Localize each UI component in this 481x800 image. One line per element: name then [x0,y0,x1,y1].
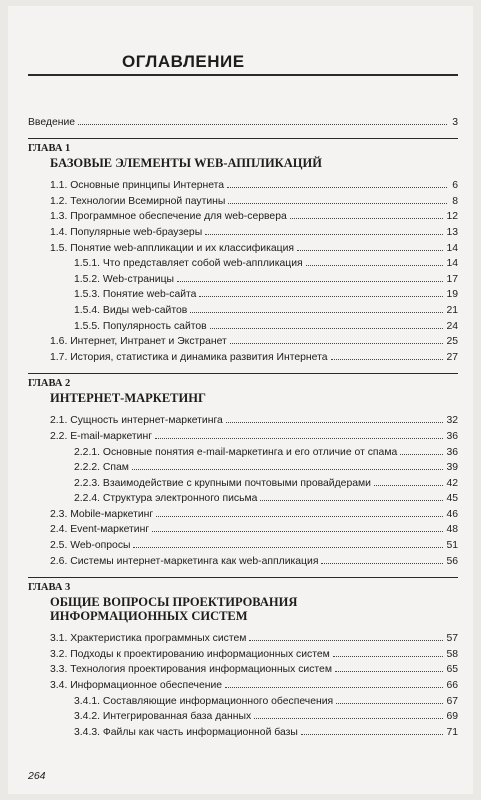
toc-entry[interactable] [28,504,458,520]
toc-entry-title: 1.5. Понятие web-аппликации и их классификация [50,242,295,254]
chapter-label: ГЛАВА 1 [28,142,71,154]
chapter-title [28,595,458,623]
toc-entry-page: 48 [446,524,458,536]
toc-entry[interactable] [28,442,458,458]
toc-entry-page: 21 [446,304,458,316]
toc-entry-page: 65 [446,664,458,676]
toc-entry-title: 2.2.3. Взаимодействие с крупными почтовыми провайдерами [74,477,371,489]
toc-entry-title: 1.5.4. Виды web-сайтов [74,304,188,316]
toc-entry[interactable] [28,285,458,301]
chapter-section [28,577,458,738]
chapter-label: ГЛАВА 3 [28,581,71,593]
dot-leader [210,328,444,329]
toc-entry-title: 2.5. Web-опросы [50,540,131,552]
dot-leader [132,469,444,470]
toc-entry-title: 1.1. Основные принципы Интернета [50,180,225,192]
chapter-section [28,373,458,567]
toc-entry-page: 25 [446,336,458,348]
toc-entry[interactable] [28,458,458,474]
toc-entry-page: 69 [446,711,458,723]
toc-entry-title: 1.5.2. Web-страницы [74,273,174,285]
toc-entry-page: 14 [446,258,458,270]
toc-entry-page: 8 [452,195,458,207]
dot-leader [321,563,443,564]
toc-entry-title: 1.2. Технологии Всемирной паутины [50,195,226,207]
dot-leader [331,359,444,360]
toc-entry-page: 45 [446,493,458,505]
toc-entry-page: 67 [446,695,458,707]
toc-entry-page: 12 [446,211,458,223]
toc-entry[interactable] [28,722,458,738]
dot-leader [190,312,443,313]
toc-entry-page: 51 [446,540,458,552]
toc-entry-title: 2.2.4. Структура электронного письма [74,493,258,505]
toc-entry-title: 3.2. Подходы к проектированию информационных систем [50,648,330,660]
toc-entry-title: Введение [28,116,76,128]
dot-leader [226,422,444,423]
toc-entry-page: 39 [446,462,458,474]
toc-entry-title: 3.4.1. Составляющие информационного обеспечения [74,695,334,707]
toc-entry[interactable] [28,629,458,645]
toc-entry[interactable] [28,222,458,238]
toc-entry[interactable] [28,316,458,332]
chapter-title-line: ОБЩИЕ ВОПРОСЫ ПРОЕКТИРОВАНИЯ [50,594,298,609]
toc-entry-page: 6 [452,180,458,192]
toc-entry-title: 2.2.2. Спам [74,462,129,474]
dot-leader [297,250,443,251]
page-number: 264 [28,770,46,782]
toc-entry[interactable] [28,426,458,442]
chapter-title-line: ИНФОРМАЦИОННЫХ СИСТЕМ [50,608,248,623]
toc-entry[interactable] [28,300,458,316]
toc-entry[interactable] [28,207,458,223]
dot-leader [335,671,443,672]
dot-leader [225,687,443,688]
dot-leader [374,485,443,486]
chapters-list [28,138,458,738]
toc-entry-title: 2.4. Event-маркетинг [50,524,150,536]
toc-entry-page: 57 [446,633,458,645]
toc-entry-title: 3.4.2. Интегрированная база данных [74,711,252,723]
chapter-label: ГЛАВА 2 [28,377,71,389]
toc-entry-title: 3.3. Технология проектирования информационных систем [50,664,332,676]
dot-leader [156,516,443,517]
toc-entry[interactable] [28,551,458,567]
toc-entry[interactable] [28,520,458,536]
chapter-title [28,156,458,170]
toc-entry-title: 3.4. Информационное обеспечение [50,680,223,692]
toc-entry[interactable] [28,332,458,348]
toc-entry-title: 1.3. Программное обеспечение для web-сервера [50,211,287,223]
chapter-title-line: ИНТЕРНЕТ-МАРКЕТИНГ [50,390,206,405]
dot-leader [133,547,443,548]
toc-entry-title: 2.2.1. Основные понятия e-mail-маркетинга и его отличие от спама [74,446,398,458]
toc-entry-page: 13 [446,226,458,238]
toc-entry[interactable] [28,691,458,707]
toc-entry-title: 3.4.3. Файлы как часть информационной базы [74,726,298,738]
dot-leader [205,234,443,235]
toc-entry-page: 46 [446,508,458,520]
dot-leader [230,343,444,344]
toc-entry-page: 36 [446,430,458,442]
toc-entry[interactable] [28,473,458,489]
toc-entry[interactable] [28,176,458,192]
toc-entry-title: 1.6. Интернет, Интранет и Экстранет [50,336,227,348]
toc-entry[interactable] [28,238,458,254]
chapter-section [28,138,458,363]
toc-entry[interactable] [28,675,458,691]
toc-entry[interactable] [28,254,458,270]
chapter-title-line: БАЗОВЫЕ ЭЛЕМЕНТЫ WEB-АППЛИКАЦИЙ [50,155,322,170]
toc-entry-page: 42 [446,477,458,489]
toc-entry-title: 1.5.5. Популярность сайтов [74,320,207,332]
toc-entry-page: 17 [446,273,458,285]
toc-entry-title: 1.5.1. Что представляет собой web-аппликация [74,258,303,270]
toc-entry-title: 2.1. Сущность интернет-маркетинга [50,415,223,427]
dot-leader [260,500,443,501]
chapter-title [28,391,458,405]
dot-leader [249,640,443,641]
toc-entry-page: 27 [446,351,458,363]
table-of-contents [28,112,458,738]
toc-entry[interactable] [28,535,458,551]
toc-entry-title: 1.7. История, статистика и динамика развития Интернета [50,351,328,363]
toc-entry[interactable] [28,191,458,207]
toc-entry-title: 2.2. E-mail-маркетинг [50,430,153,442]
toc-entry[interactable] [28,644,458,660]
toc-entry[interactable] [28,660,458,676]
dot-leader [301,734,444,735]
toc-entry[interactable] [28,269,458,285]
heading-rule [28,74,458,76]
toc-entry-page: 58 [446,648,458,660]
toc-entry-title: 1.5.3. Понятие web-сайта [74,289,197,301]
dot-leader [78,124,447,125]
toc-entry-title: 2.3. Mobile-маркетинг [50,508,154,520]
dot-leader [290,218,444,219]
toc-entry-page: 71 [446,726,458,738]
toc-entry-page: 36 [446,446,458,458]
dot-leader [336,703,443,704]
dot-leader [333,656,444,657]
toc-entry[interactable] [28,411,458,427]
toc-entry-title: 2.6. Системы интернет-маркетинга как web-аппликация [50,555,319,567]
toc-entry-page: 14 [446,242,458,254]
toc-entry[interactable] [28,347,458,363]
dot-leader [199,296,443,297]
dot-leader [177,281,443,282]
toc-entry-page: 32 [446,415,458,427]
dot-leader [227,187,447,188]
dot-leader [400,454,443,455]
toc-entry-page: 56 [446,555,458,567]
toc-entry-intro[interactable] [28,112,458,128]
toc-entry-page: 19 [446,289,458,301]
toc-entry-page: 66 [446,680,458,692]
toc-entry-title: 1.4. Популярные web-браузеры [50,226,203,238]
toc-entry-page: 24 [446,320,458,332]
toc-entry[interactable] [28,707,458,723]
toc-heading: ОГЛАВЛЕНИЕ [122,52,245,71]
toc-entry-title: 3.1. Храктеристика программных систем [50,633,247,645]
dot-leader [152,531,443,532]
toc-heading-block [28,52,458,72]
dot-leader [254,718,443,719]
dot-leader [155,438,443,439]
dot-leader [306,265,444,266]
toc-entry-page: 3 [452,116,458,128]
toc-entry[interactable] [28,489,458,505]
dot-leader [228,203,447,204]
